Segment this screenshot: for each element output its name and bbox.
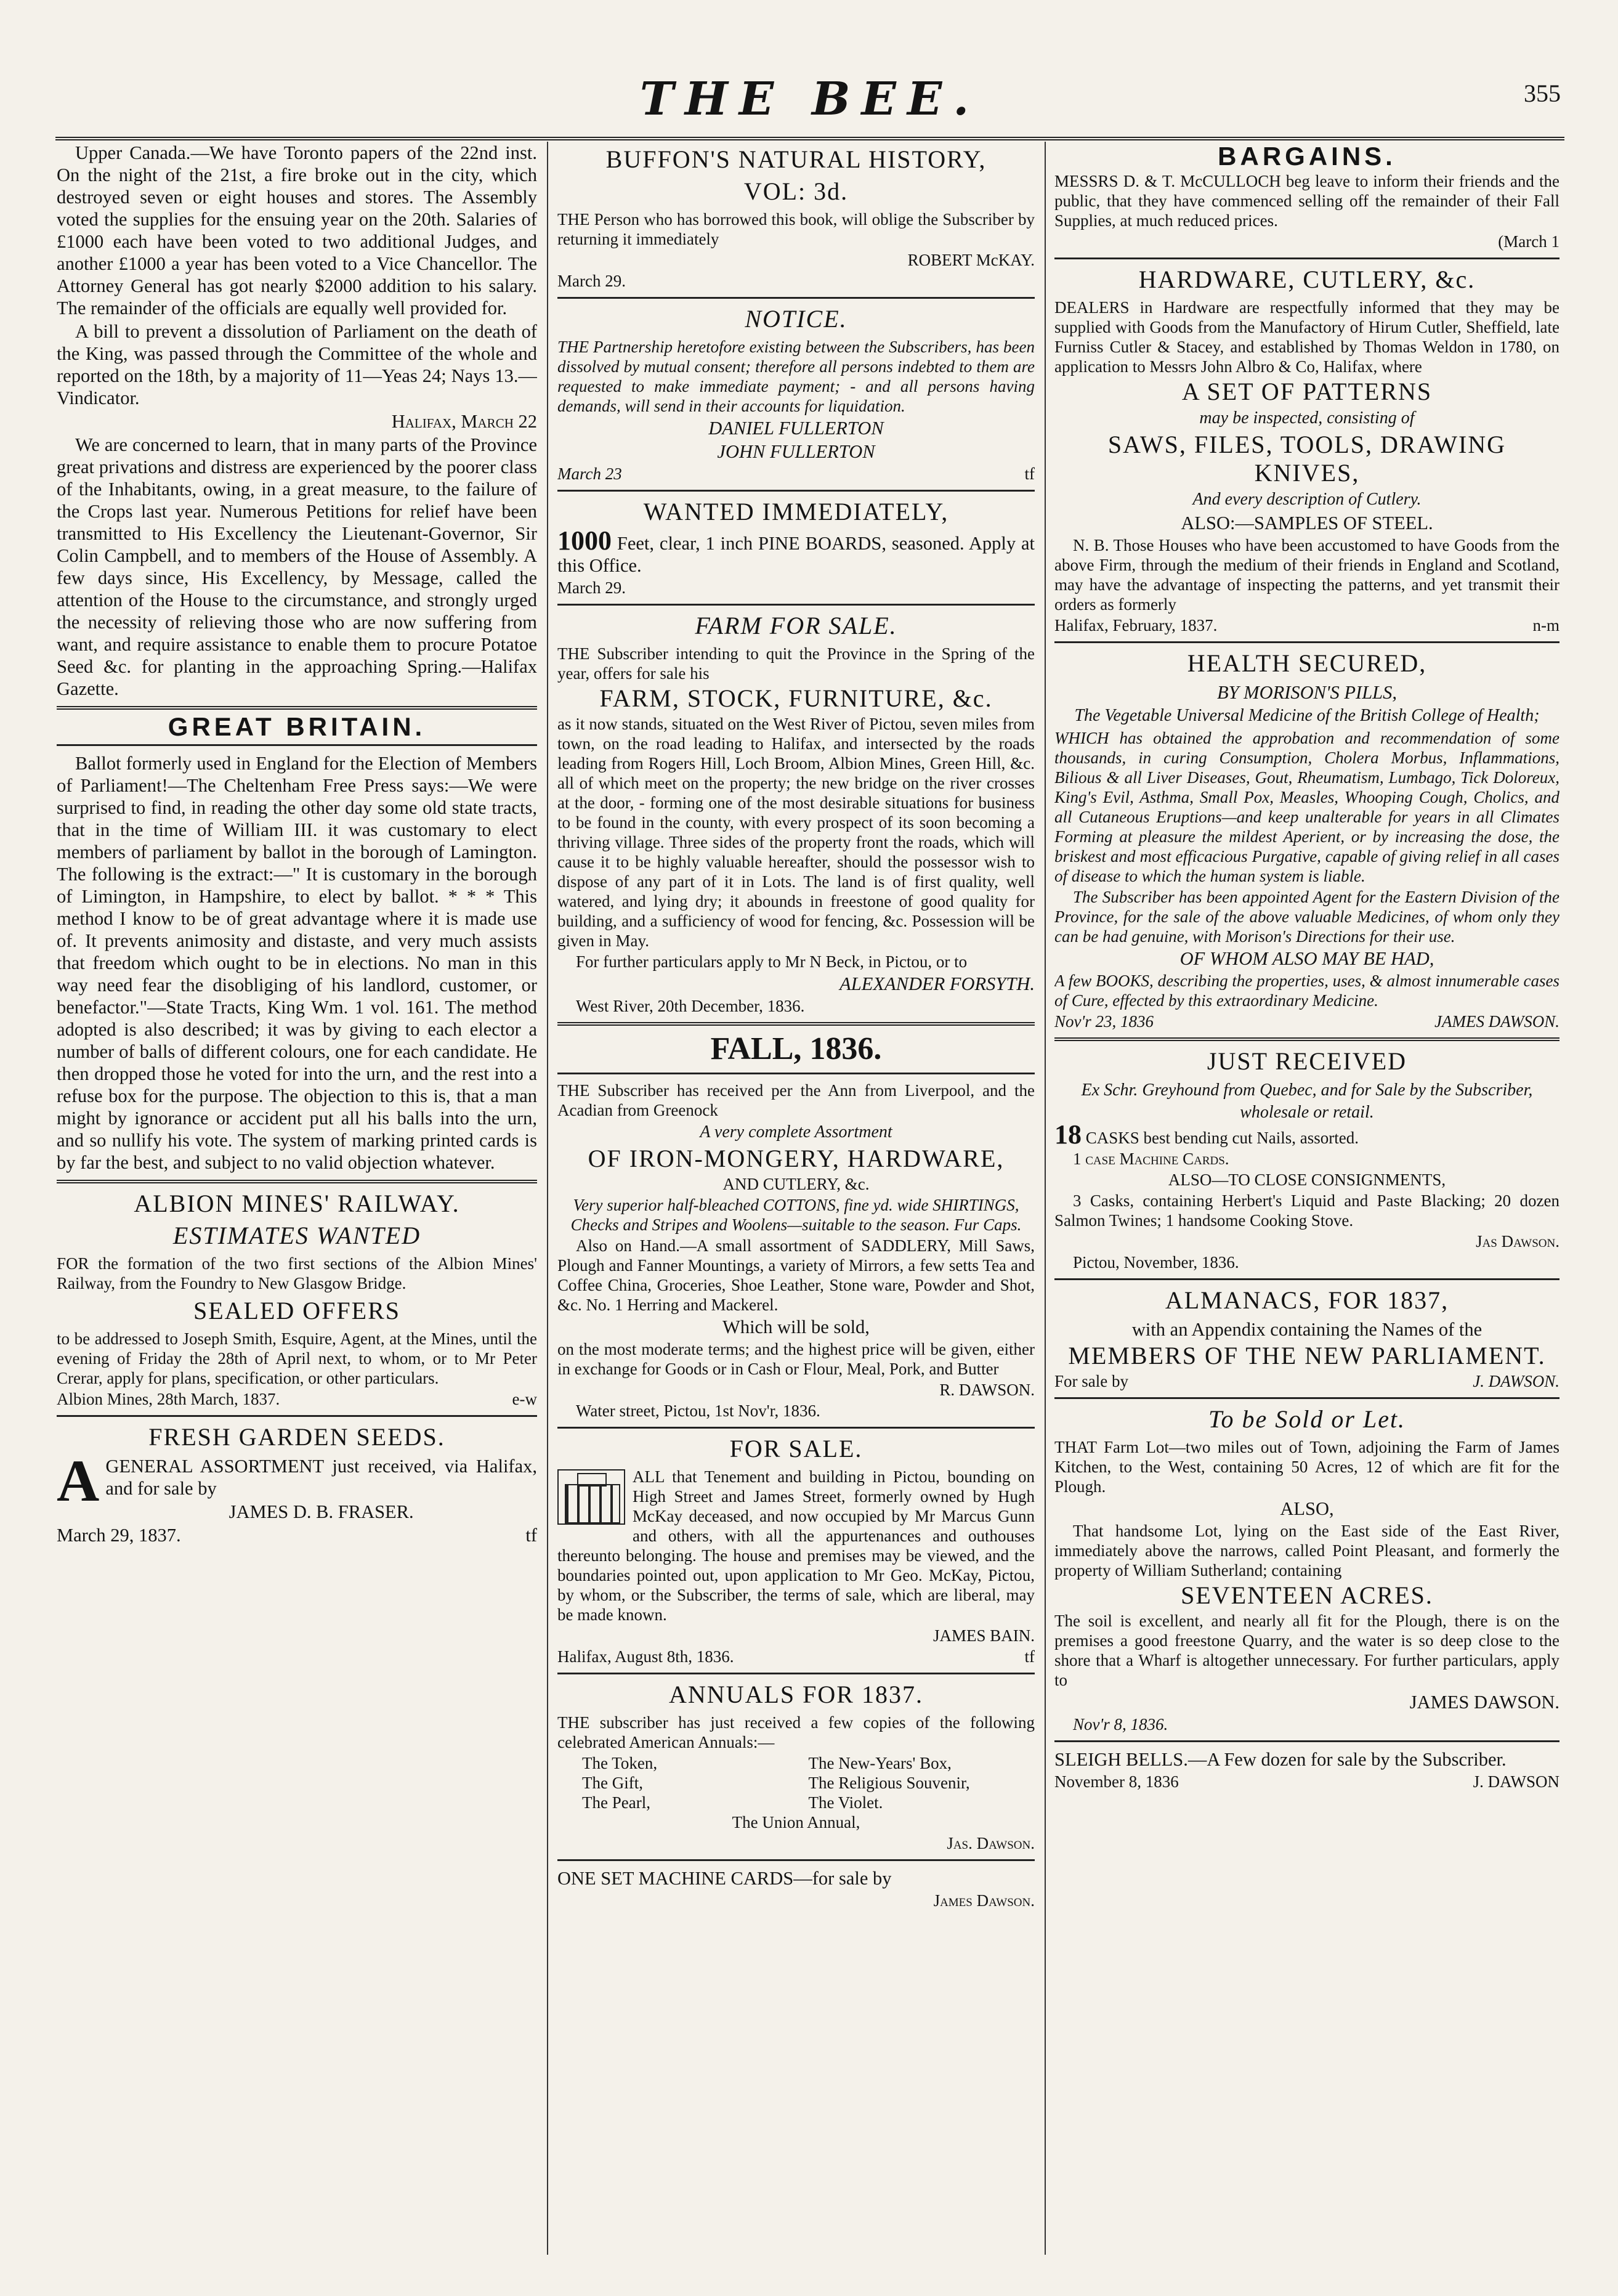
ad-subheading-sealed: SEALED OFFERS [193,1297,401,1324]
ad-heading-for-sale: FOR SALE. [729,1435,863,1462]
ad-date: March 29, 1837. [57,1525,181,1546]
ad-signature-row [1054,1371,1559,1391]
divider [1054,641,1559,643]
divider [1054,1278,1559,1280]
ad-date: Water street, Pictou, 1st Nov'r, 1836. [576,1402,820,1420]
column-2 [557,142,1035,2255]
ad-signature: ROBERT McKAY. [907,251,1035,269]
divider [1054,1740,1559,1742]
list-item: The Token, [582,1754,658,1772]
ad-text-saddlery: Also on Hand.—A small assortment of SADDLERY, Mill Saws, Plough and Fanner Mountings, a variety of Mirrors, a few setts Tea and Coffee China, Groceries, Shoe Leather, Stone ware, Powder and Shot, &c. No. 1 Herring and Mackerel. [557,1236,1035,1314]
ad-display-steel: ALSO:—SAMPLES OF STEEL. [1181,513,1433,533]
ad-text-annuals: THE subscriber has just received a few copies of the following celebrated American Annuals:— [557,1713,1035,1751]
column-1 [57,142,537,2255]
divider [57,706,537,710]
ad-signature-row [1054,1772,1559,1791]
ad-code: tf [1024,1647,1035,1666]
list-item: The Union Annual, [732,1813,860,1832]
ad-text-agent: The Subscriber has been appointed Agent for the Eastern Division of the Province, for the sale of the above valuable Medicines, of whom only they can be had genuine, with Morison's Directions for their use. [1054,888,1559,946]
ad-subheading-books: OF WHOM ALSO MAY BE HAD, [1179,948,1434,969]
ad-subheading-volume: VOL: 3d. [743,177,849,205]
ad-heading-annuals: ANNUALS FOR 1837. [669,1681,923,1708]
ad-text-cards: ONE SET MACHINE CARDS—for sale by [557,1868,892,1889]
ad-text-fall: THE Subscriber has received per the Ann from Liverpool, and the Acadian from Greenock [557,1081,1035,1119]
list-item: The Violet. [808,1793,883,1812]
ad-heading-sold-or-let: To be Sold or Let. [1208,1405,1406,1433]
ad-date: Halifax, August 8th, 1836. [557,1647,734,1666]
ad-text-sleigh: SLEIGH BELLS.—A Few dozen for sale by the Subscriber. [1054,1749,1507,1770]
list-item: The Religious Souvenir, [808,1774,970,1792]
ad-date: Nov'r 8, 1836. [1073,1715,1168,1734]
ad-signature: Jas. Dawson. [947,1834,1035,1852]
ad-subheading-pills: BY MORISON'S PILLS, [1216,682,1398,703]
ad-text-farm-contact: For further particulars apply to Mr N Beck, in Pictou, or to [576,952,968,971]
list-item: The Gift, [582,1774,643,1792]
divider [557,1022,1035,1026]
ad-date: November 8, 1836 [1054,1772,1179,1791]
ad-text-hardware-nb: N. B. Those Houses who have been accustomed to have Goods from the above Firm, through the medium of their friends in England and Scotland, may have the advantage of inspecting the patterns, and yet transmit their orders as formerly [1054,536,1559,614]
ad-code: e-w [512,1390,537,1408]
ad-signature: JAMES DAWSON. [1434,1012,1559,1031]
ad-date: Albion Mines, 28th March, 1837. [57,1390,280,1408]
ad-text-blacking: 3 Casks, containing Herbert's Liquid and Paste Blacking; 20 dozen Salmon Twines; 1 handsome Cooking Stove. [1054,1191,1559,1230]
ad-text-terms: on the most moderate terms; and the highest price will be given, either in exchange for Goods or in Cash or Flour, Meal, Pork, and Butter [557,1340,1035,1378]
ad-text-sealed: to be addressed to Joseph Smith, Esquire, Agent, at the Mines, until the evening of Friday the 28th of April next, to whom, or to Mr Peter Crerar, apply for plans, specification, or other particulars. [57,1329,537,1387]
divider [557,1859,1035,1861]
column-3 [1054,142,1559,2255]
ad-subheading-also: ALSO, [1280,1498,1334,1519]
ad-text-cottons: Very superior half-bleached COTTONS, fine yd. wide SHIRTINGS, Checks and Stripes and Woolens—suitable to the season. Fur Caps. [570,1196,1022,1234]
ad-date: West River, 20th December, 1836. [576,997,805,1015]
newspaper-title: THE BEE. [639,73,981,126]
divider [557,1073,1035,1074]
ad-signature-row [57,1389,537,1409]
ad-heading-bargains: BARGAINS. [1218,142,1396,171]
ad-display-patterns: A SET OF PATTERNS [1181,378,1433,405]
ad-code: tf [1024,464,1035,483]
list-item: The Pearl, [582,1793,650,1812]
masthead [55,73,1564,134]
ad-text-tenement: ALL that Tenement and building in Pictou, bounding on High Street and James Street, formerly owned by Hugh McKay deceased, and now occupied by Mr Marcus Gunn and others, with all the appurtenances and outhouses thereunto belonging. The house and premises may be viewed, and the boundaries pointed out, upon application to Mr Geo. McKay, Pictou, by whom, or the Subscriber, the terms of sale, which are liberal, may be made known. [557,1467,1035,1624]
ad-signature-row [57,1524,537,1546]
ad-display-saws: SAWS, FILES, TOOLS, DRAWING KNIVES, [1107,431,1507,487]
ad-date: March 29. [557,578,626,597]
ad-display-cutlery: AND CUTLERY, &c. [722,1175,870,1193]
list-item: The New-Years' Box, [808,1754,952,1772]
ad-text-casks: CASKS best bending cut Nails, assorted. [1085,1129,1359,1147]
ad-text-seeds: GENERAL ASSORTMENT just received, via Halifax, and for sale by [105,1456,537,1499]
ad-signature: ALEXANDER FORSYTH. [839,973,1035,994]
ad-date: Halifax, February, 1837. [1054,616,1218,635]
ad-text-machine-cards: 1 case Machine Cards. [1073,1150,1229,1168]
ad-heading-received: JUST RECEIVED [1207,1047,1407,1075]
ad-signature: J. DAWSON [1473,1772,1559,1791]
ad-date: March 29. [557,272,626,290]
ad-heading-buffon: BUFFON'S NATURAL HISTORY, [605,145,987,173]
ad-text-estimates: FOR the formation of the two first sections of the Albion Mines' Railway, from the Foundry to New Glasgow Bridge. [57,1254,537,1292]
ad-signature: DANIEL FULLERTON [708,418,884,439]
ad-text-farm-details: as it now stands, situated on the West River of Pictou, seven miles from town, on the road leading to Halifax, and intersected by the roads leading from Rogers Hill, Loch Broom, Albion Mines, Green Hill, &c. all of which meet on the property; the new bridge on the river crosses at the door, - forming one of the most desirable situations for business to be found in the county, with every prospect of its soon becoming a thriving village. Three sides of the property front the roads, which will cause it to be highly valuable hereafter, should the possessor wish to dispose of any part of it in Lots. The land is of first quality, well watered, and lying dry; it abounds in freestone of good quality for building, and a sufficiency of wood for fencing, &c. Possession will be given in May. [557,715,1035,950]
ad-code: n-m [1532,616,1559,635]
ad-signature: JAMES D. B. FRASER. [229,1501,414,1522]
ad-subheading-medicine: The Vegetable Universal Medicine of the British College of Health; [1074,706,1540,725]
ad-heading-notice: NOTICE. [745,305,847,333]
ad-date: (March 1 [1498,232,1559,251]
divider [557,604,1035,606]
ad-display-acres: SEVENTEEN ACRES. [1181,1581,1433,1609]
ad-text-notice: THE Partnership heretofore existing between the Subscribers, has been dissolved by mutual consent; therefore all persons indebted to them are requested to make immediate payment; - and all persons having demands, will send in their accounts for liquidation. [557,338,1035,415]
canada-paragraph: Upper Canada.—We have Toronto papers of the 22nd inst. On the night of the 21st, a fire broke out in the city, which destroyed seven or eight houses and stores. The Assembly voted the supplies for the ensuing year on the 20th. Salaries of £1000 each have been voted to two additional Judges, and another £1000 a year has been voted to a Vice Chancellor. The Attorney General has got nearly $2000 addition to his salary. The remainder of the officials are equally well provided for. [57,142,537,318]
ad-signature-row [1054,1012,1559,1031]
ad-text-almanacs: with an Appendix containing the Names of the [1131,1319,1482,1340]
ad-text-wanted: Feet, clear, 1 inch PINE BOARDS, seasoned. Apply at this Office. [557,533,1035,576]
divider [557,1427,1035,1429]
ad-subheading-consignments: ALSO—TO CLOSE CONSIGNMENTS, [1168,1170,1446,1189]
great-britain-paragraph: Ballot formerly used in England for the Election of Members of Parliament!—The Cheltenham Free Press says:—We were surprised to find, in reading the other day some old state tracts, that in the time of William III. it was customary to elect members of parliament by ballot in the borough of Lamington. The following is the extract:—" It is customary in the borough of Limington, in Hampshire, to elect by ballot. * * * This method I know to be of great advantage where it is made use of. It prevents animosity and distaste, and very much assists that freedom which ought to be in elections. No man in this way need fear the disobliging of his landlord, customer, or benefactor."—State Tracts, King Wm. 1 vol. 161. The method adopted is also described; it was by giving to each elector a number of balls of different colours, one for each candidate. He then dropped those he voted for into the urn, and the rest into a refuse box for the purpose. The objection to this is, that a man might by ignorance or accident put all his balls into the urn, and so nullify his vote. The system of marking printed cards is by far the best, and subject to no valid objection whatever. [57,753,537,1173]
ad-date: Nov'r 23, 1836 [1054,1012,1154,1031]
ad-text-books: A few BOOKS, describing the properties, uses, & almost innumerable cases of Cure, effected by this extraordinary Medicine. [1054,972,1559,1010]
ad-text-health: WHICH has obtained the approbation and recommendation of some thousands, in curing Consumption, Cholera Morbus, Inflammations, Bilious & all Liver Diseases, Gout, Rheumatism, Lumbago, Tick Doloreux, King's Evil, Asthma, Small Pox, Measles, Whooping Cough, Cholics, and all Cutaneous Eruptions—and keep unalterable for years in all Climates Forming at pleasure the mildest Aperient, or by increasing the dose, the briskest and most efficacious Purgative, capable of giving relief in all cases of disease to which the human system is liable. [1054,729,1559,885]
column-divider [1045,142,1046,2255]
ad-text-for-sale: For sale by [1054,1372,1128,1390]
ad-display-ironmongery: OF IRON-MONGERY, HARDWARE, [588,1145,1005,1172]
house-icon [557,1469,625,1525]
drop-cap: A [57,1448,100,1514]
divider [1054,1397,1559,1399]
divider [1054,1037,1559,1041]
halifax-paragraph: We are concerned to learn, that in many parts of the Province great privations and distress are experienced by the poorer class of the Inhabitants, owing, in a great measure, to the failure of the Crops last year. Numerous Petitions for relief have been transmitted to His Excellency the Lieutenant-Governor, Sir Colin Campbell, and to members of the House of Assembly. A few days since, His Excellency, by Message, called the attention of the House to the circumstance, and strongly urged the necessity of relieving those who are now suffering from want, and require assistance to enable them to procure Potatoe Seed &c. for planting in the approaching Spring.—Halifax Gazette. [57,434,537,699]
ad-subheading-inspected: may be inspected, consisting of [1199,408,1415,428]
ad-signature-row [557,464,1035,484]
ad-signature: JAMES DAWSON. [1409,1692,1559,1713]
ad-text-farm-lot: THAT Farm Lot—two miles out of Town, adjoining the Farm of James Kitchen, to the West, containing 50 Acres, 12 of which are fit for the Plough. [1054,1438,1559,1496]
ad-subheading-greyhound: Ex Schr. Greyhound from Quebec, and for Sale by the Subscriber, wholesale or retail. [1081,1081,1533,1122]
ad-signature: JOHN FULLERTON [717,441,875,462]
wanted-quantity: 1000 [557,525,612,556]
ad-heading-fall: FALL, 1836. [710,1031,882,1066]
ad-heading-farm: FARM FOR SALE. [695,612,897,639]
ad-signature-row [557,1647,1035,1666]
ad-date: Pictou, November, 1836. [1073,1253,1239,1272]
ad-text-hardware: DEALERS in Hardware are respectfully informed that they may be supplied with Goods from the Manufactory of Hirum Cutler, Sheffield, late Furniss Cutler & Stacey, and established by Thomas Weldon in 1780, on application to Messrs John Albro & Co, Halifax, where [1054,298,1559,376]
divider [1054,258,1559,259]
ad-code: tf [525,1525,537,1546]
ad-subheading-assortment: A very complete Assortment [700,1122,892,1142]
page-number: 355 [1524,79,1561,107]
ad-heading-albion: ALBION MINES' RAILWAY. [134,1190,460,1217]
section-heading-great-britain: GREAT BRITAIN. [168,712,426,741]
column-divider [547,142,548,2255]
ad-signature: Jas Dawson. [1476,1232,1559,1251]
bill-paragraph: A bill to prevent a dissolution of Parliament on the death of the King, was passed through the Committee of the whole and reported on the 18th, by a majority of 11—Yeas 24; Nays 13.—Vindicator. [57,321,537,408]
ad-text-buffon: THE Person who has borrowed this book, will oblige the Subscriber by returning it immediately [557,210,1035,248]
ad-subheading-sold: Which will be sold, [722,1316,870,1337]
divider [557,297,1035,299]
ad-text-soil: The soil is excellent, and nearly all fit for the Plough, there is on the premises a good freestone Quarry, and the water is so deep close to the shore that a Wharf is altogether unnecessary. For further particulars, apply to [1054,1612,1559,1689]
ad-heading-hardware: HARDWARE, CUTLERY, &c. [1138,266,1476,293]
ad-text-lot: That handsome Lot, lying on the East side of the East River, immediately above the narrows, called Point Pleasant, and formerly the property of William Sutherland; containing [1054,1522,1559,1580]
ad-signature-row [1054,615,1559,635]
ad-signature: J. DAWSON. [1473,1372,1559,1390]
divider [57,744,537,746]
ad-display-farm: FARM, STOCK, FURNITURE, &c. [599,684,993,712]
ad-subheading-estimates: ESTIMATES WANTED [172,1222,421,1249]
ad-heading-health: HEALTH SECURED, [1187,649,1427,677]
ad-signature: JAMES BAIN. [932,1626,1035,1645]
ad-signature: James Dawson. [933,1891,1035,1910]
ad-date: March 23 [557,464,622,483]
divider [57,1415,537,1417]
ad-signature: R. DAWSON. [939,1381,1035,1399]
casks-quantity: 18 [1054,1119,1082,1150]
ad-text-farm: THE Subscriber intending to quit the Province in the Spring of the year, offers for sale his [557,644,1035,683]
ad-heading-seeds: FRESH GARDEN SEEDS. [148,1423,445,1451]
ad-text-bargains: MESSRS D. & T. McCULLOCH beg leave to inform their friends and the public, that they have commenced selling off the remainder of their Fall Supplies, at much reduced prices. [1054,172,1559,230]
ad-subheading-cutlery: And every description of Cutlery. [1192,490,1422,509]
masthead-rule [55,137,1564,140]
ad-display-members: MEMBERS OF THE NEW PARLIAMENT. [1068,1342,1546,1369]
halifax-dateline: Halifax, March 22 [391,411,537,432]
divider [557,490,1035,492]
annuals-list [557,1753,1035,1812]
divider [57,1180,537,1183]
ad-heading-wanted: WANTED IMMEDIATELY, [643,498,949,525]
ad-heading-almanacs: ALMANACS, FOR 1837, [1165,1286,1449,1314]
divider [557,1673,1035,1674]
